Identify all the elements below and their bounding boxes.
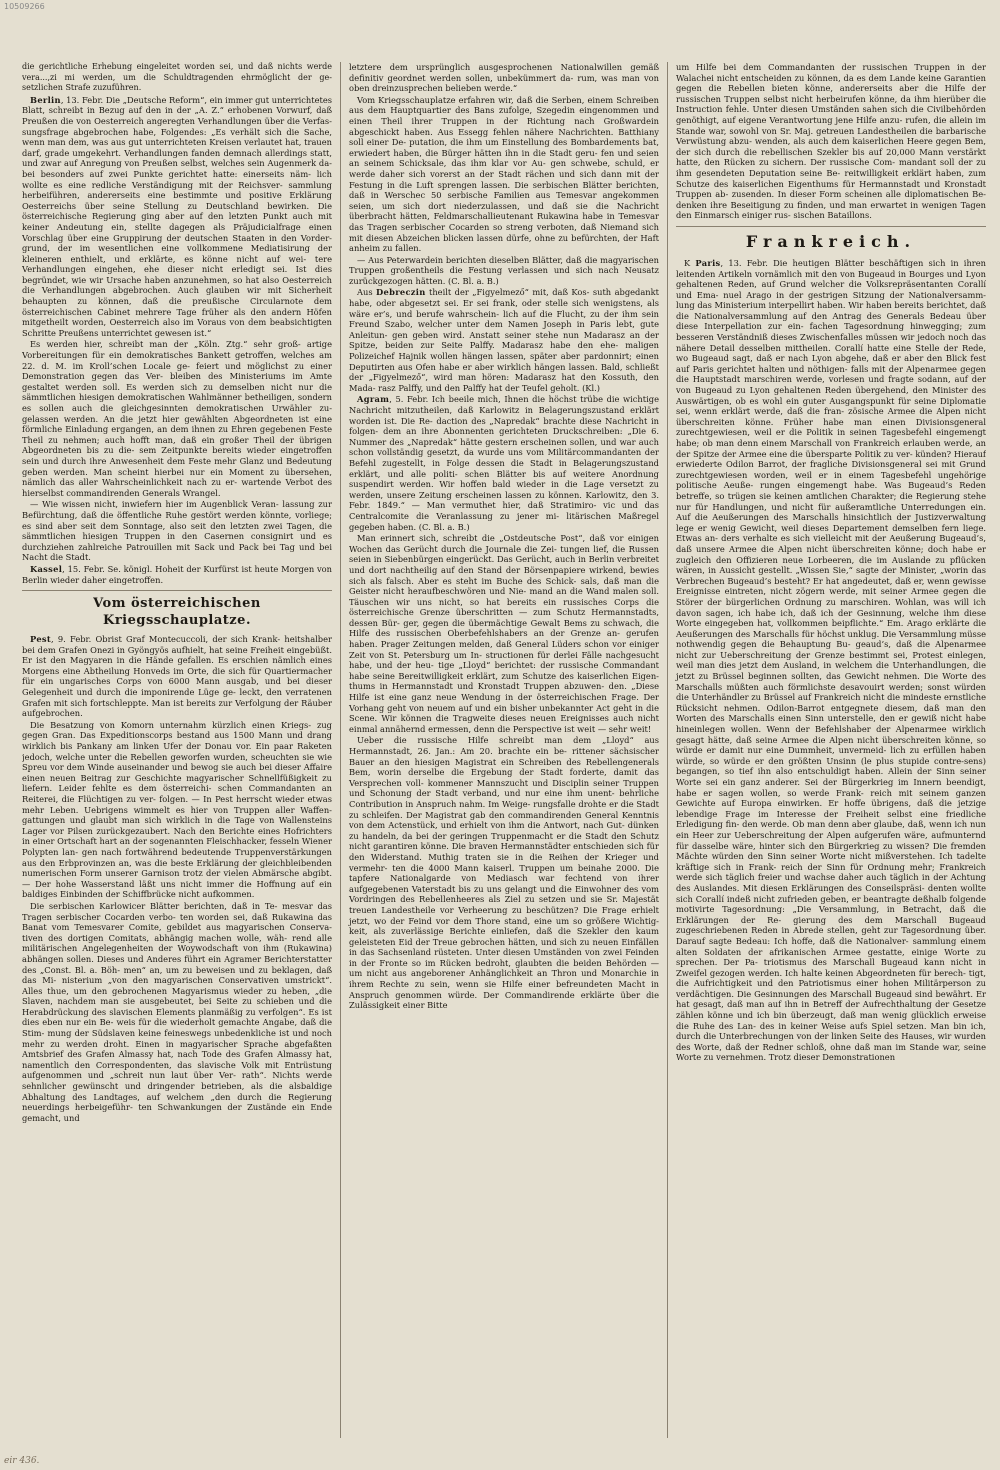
paragraph-text: theilt der „Figyelmező“ mit, daß Kos- suth abgedankt habe, oder abgesetzt sei. Er sei frank, oder stelle sich wenigstens, als wäre er’s, und berufe wahrschein- lich auf die Flucht, zu der ihm sein Freund Szabo, welcher unter dem Namen Joseph in Paris lebt, gute Anleitun- gen geben wird. Anstatt seiner stehe nun Madarasz an der Spitze, beiden zur Seite Palffy. Madarasz habe den ehe- maligen Polizeichef Hajnik wollen hängen lassen, später aber pardonnirt; einen Deputirten aus Ofen habe er aber wirklich hängen lassen. Bald, schließt der „Figyelmező“, wird man hören: Madarasz hat den Kossuth, den Mada- rasz Palffy, und den Palffy hat der Teufel geholt. (Kl.) [349, 287, 659, 393]
section-heading: Vom österreichischen Kriegsschauplatze. [22, 590, 332, 629]
paragraph-text: , 9. Febr. Obrist Graf Montecuccoli, der sich Krank- heitshalber bei dem Grafen Onezi in Gyöngyös aufhielt, hat seine Freiheit eingebüßt. Er ist den Magyaren in die Hände gefallen. Es erschien nämlich eines Morgens eine Abtheilung Honveds im Orte, die sich für Quartiermacher für ein ungarisches Corps von 6000 Mann ausgab, und bei dieser Gelegenheit und durch die imponirende Lüge ge- leckt, den verratenen Grafen mit sich fortschleppte. Man ist bereits zur Verfolgung der Räuber aufgebrochen. [22, 634, 332, 719]
section-heading: Frankreich. [676, 226, 986, 253]
column-1 [22, 62, 332, 1438]
paragraph: um Hilfe bei dem Commandanten der russischen Truppen in der Walachei nicht entscheiden zu können, da es dem Lande keine Garantien gegen die Rebellen bieten könne, andererseits aber die Hilfe der russischen Truppen selbst nicht herbeirufen könne, da ihm hierüber die Instruction fehle. Unter diesen Umständen sahen sich die Civilbehörden genöthigt, auf eigene Verantwortung jene Hilfe anzu- rufen, die allein im Stande war, sowohl von Sr. Maj. getreuen Landestheilen die barbarische Verwüstung abzu- wenden, als auch dem kaiserlichen Heere gegen Bem, der sich durch die rebellischen Szekler bis auf 20,000 Mann verstärkt hatte, den Rücken zu sichern. Der russische Com- mandant soll der zu ihm gesendeten Deputation seine Be- reitwilligkeit erklärt haben, zum Schutze des kaiserlichen Eigenthums für Hermannstadt und Kronstadt Truppen ab- zusenden. In dieser Form scheinen alle diplomatischen Be- denken ihre Beseitigung zu finden, und man erwartet in wenigen Tagen den Einmarsch einiger rus- sischen Bataillons. [676, 62, 986, 221]
paragraph: Die Besatzung von Komorn unternahm kürzlich einen Kriegs- zug gegen Gran. Das Expeditionscorps bestand aus 1500 Mann und drang wirklich bis Pankany am linken Ufer der Donau vor. Ein paar Raketen jedoch, welche unter die Rebellen geworfen wurden, scheuchten sie wie Spreu vor dem Winde auseinander und bewog sie auch bei dieser Affaire einen neuen Beitrag zur Geschichte magyarischer Schnellfüßigkeit zu liefern. Leider fehlte es dem österreichi- schen Commandanten an Reiterei, die Flüchtigen zu ver- folgen. — In Pest herrscht wieder etwas mehr Leben. Uebrigens wimmelt es hier von Truppen aller Waffen- gattungen und glaubt man sich wirklich in die Tage von Wallensteins Lager vor Pilsen zurückgezaubert. Nach den Berichte eines Hofrichters in einer Ortschaft hart an der sogenannten Fleischhacker, fesseln Wiener Polypten lan- gen nach fortwährend bedeutende Truppenverstärkungen aus den Erbprovinzen an, was die beste Erklärung der gleichbleibenden numerischen Form unserer Garnison trotz der vielen Abmärsche abgibt. — Der hohe Wasserstand läßt uns nicht immer die Hoffnung auf ein baldiges Einbinden der Schiffbrücke nicht aufkommen. [22, 719, 332, 900]
paragraph [22, 634, 332, 719]
paragraph: — Wie wissen nicht, inwiefern hier im Augenblick Veran- lassung zur Befürchtung, daß die öffentliche Ruhe gestört werden könnte, vorliege; es sind aber seit dem Sonntage, also seit den letzten zwei Tagen, die sämmtlichen hiesigen Truppen in den Casernen consignirt und es durchziehen zahlreiche Patrouillen mit Sack und Pack bei Tag und bei Nacht die Stadt. [22, 499, 332, 563]
dateline-place: Agram [357, 394, 390, 405]
paragraph: Es werden hier, schreibt man der „Köln. Ztg.“ sehr groß- artige Vorbereitungen für ein demokratisches Bankett getroffen, welches am 22. d. M. im Kroll’schen Locale ge- feiert und möglichst zu einer Demonstration gegen das Ver- bleiben des Ministeriums im Amte gestaltet werden soll. Es werden sich zu demselben nicht nur die sämmtlichen hiesigen demokratischen Wahlmänner betheiligen, sondern es sollen auch die gleichgesinnten demokratischen Urwähler zu- gelassen werden. An die jetzt hier gewählten Abgeordneten ist eine förmliche Einladung ergangen, an dem ihnen zu Ehren gegebenen Feste Theil zu nehmen; auch hofft man, daß ein großer Theil der übrigen Abgeordneten bis zu die- sem Zeitpunkte bereits wieder eingetroffen sein und durch ihre Anwesenheit dem Feste mehr Glanz und Bedeutung geben werden. Man scheint hierbei nur ein Moment zu übersehen, nämlich das aller Wahrscheinlichkeit nach zu er- wartende Verbot des hierselbst commandirenden Generals Wrangel. [22, 339, 332, 498]
dateline-place: Paris [695, 257, 721, 268]
paragraph-text: , 13. Febr. Die „Deutsche Reform“, ein immer gut unterrichtetes Blatt, schreibt in Bezug auf den in der „A. Z.“ erhobenen Vorwurf, daß Preußen die von Oesterreich angeregten Verhandlungen über die Verfas- sungsfrage abgebrochen habe, Folgendes: „Es verhält sich die Sache, wenn man dem, was aus gut unterrichteten Kreisen verlautet hat, trauen darf, grade umgekehrt. Verhandlungen fanden demnach allerdings statt, und zwar auf Anregung von Preußen selbst, welches sein Augenmerk da- bei besonders auf zwei Punkte gerichtet hatte: einerseits näm- lich wollte es eine redliche Verständigung mit der Reichsver- sammlung herbeiführen, andererseits eine bestimmte und positive Erklärung Oesterreichs über seine Stellung zu Deutschland bewirken. Die österreichische Regierung ging aber auf den letzten Punkt auch mit keiner Andeutung ein, stellte dagegen als Präjudicialfrage einen Vorschlag über eine Gruppirung der deutschen Staaten in den Vorder- grund, der im wesentlichen eine vollkommene Mediatisirung der kleineren enthielt, und erklärte, es könne nicht auf wei- tere Verhandlungen eingehen, ehe dieser nicht erledigt sei. Ist dies begründet, wie wir Ursache haben anzunehmen, so hat also Oesterreich die Verhandlungen abgebrochen. Auch glauben wir mit Sicherheit behaupten zu können, daß die preußische Circularnote dem österreichischen Cabinet mehrere Tage früher als den andern Höfen mitgetheilt worden, Oesterreich also im Voraus von dem beabsichtigten Schritte Preußens unterrichtet gewesen ist.“ [22, 94, 332, 338]
paragraph [676, 258, 986, 1063]
dateline-place: Pest [30, 634, 51, 645]
paragraph: Aus Debreczin theilt der „Figyelmező“ mit, daß Kos- suth abgedankt habe, oder abgesetzt sei. Er sei frank, oder stelle sich wenigstens, als wäre er’s, und berufe wahrschein- lich auf die Flucht, zu der ihm sein Freund Szabo, welcher unter dem Namen Joseph in Paris lebt, gute Anleitun- gen geben wird. Anstatt seiner stehe nun Madarasz an der Spitze, beiden zur Seite Palffy. Madarasz habe den ehe- maligen Polizeichef Hajnik wollen hängen lassen, später aber pardonnirt; einen Deputirten aus Ofen habe er aber wirklich hängen lassen. Bald, schließt der „Figyelmező“, wird man hören: Madarasz hat den Kossuth, den Mada- rasz Palffy, und den Palffy hat der Teufel geholt. (Kl.) [349, 287, 659, 393]
paragraph: — Aus Peterwardein berichten dieselben Blätter, daß die magyarischen Truppen großentheils die Festung verlassen und sich nach Neusatz zurückgezogen hätten. (C. Bl. a. B.) [349, 254, 659, 286]
author-mark: K [684, 257, 691, 268]
column-2 [340, 62, 659, 1438]
dateline-place: Berlin [30, 94, 61, 105]
paragraph-text: , 13. Febr. Die heutigen Blätter beschäftigen sich in ihren leitenden Artikeln vornämlich mit den von Bugeaud in Bourges und Lyon gehaltenen Reden, auf Grund welcher die Volksrepräsentanten Corallí und Ema- nuel Arago in der gestrigen Sitzung der Nationalversamm- lung das Ministerium interpellirt haben. Wir haben bereits berichtet, daß die Nationalversammlung auf den Antrag des Generals Bedeau über diese Interpellation zur ein- fachen Tagesordnung hinwegging; zum besseren Verständniß dieses Zwischenfalles müssen wir jedoch noch das nähere Detail desselben mittheilen. Corallí hatte eine Stelle der Rede, wo Bugeaud sagt, daß er nach Lyon abgehe, daß er aber den Blick fest auf Paris gerichtet halten und nöthigen- falls mit der Alpenarmee gegen die Hauptstadt marschiren werde, vorlesen und fragte sodann, auf der von Bugeaud zu Lyon gehaltenen Reden übergehend, den Minister des Auswärtigen, ob es wohl ein guter Ausgangspunkt für seine Diplomatie sei, wenn erklärt werde, daß die fran- zösische Armee die Alpen nicht überschreiten könne. Früher habe man einen Divisionsgeneral zurechtgewiesen, weil er die Politik in seinen Tagesbefehl eingemengt habe; ob man denn einem Marschall von Frankreich erlauben werde, an der Spitze der Armee eine die übersparte Politik zu ver- künden? Hierauf erwiederte Odilon Barrot, der fragliche Divisionsgeneral sei mit Grund zurechtgewiesen worden, weil er in einem Tagesbefehl ungehörige politische Aeuße- rungen eingemengt habe. Was Bugeaud’s Reden betreffe, so trügen sie keinen amtlichen Charakter; die Regierung stehe nur für Handlungen, und nicht für außeramtliche Unterredungen ein. Auf die Aeußerungen des Marschalls hinsichtlich der Justizverwaltung lege er wenig Gewicht, weil dieses Departement demselben fern liege. Etwas an- ders verhalte es sich vielleicht mit der Aeußerung Bugeaud’s, daß unsere Armee die Alpen nicht überschreiten könne; doch habe er zugleich den Offizieren neue Lorbeeren, die im Auslande zu pflücken wären, in Aussicht gestellt. „Wissen Sie,“ sagte der Minister, „worin das Verbrechen Bugeaud’s besteht? Er hat angedeutet, daß er, wenn gewisse Ereignisse eintreten, nicht zögern werde, mit seiner Armee gegen die Störer der bürgerlichen Ordnung zu marschiren. Wohlan, was will ich davon sagen, ich habe ich, daß ich der Gesinnung, welche ihm diese Worte eingegeben hat, vollkommen beipflichte.“ Em. Arago erklärte die Aeußerungen des Marschalls für höchst unklug. Die Versammlung müsse nothwendig gegen die Behauptung Bu- geaud’s, daß die Alpenarmee nicht zur Ueberschreitung der Grenze bestimmt sei, Protest einlegen, weil man dies jetzt dem Ausland, in welchem die Unterhandlungen, die jetzt zu Brüssel beginnen sollten, das Gewicht nehmen. Die Worte des Marschalls müßten auch förmlichste desavouirt werden; sonst würden die Unterhändler zu Brüssel auf Frankreich nicht die mindeste ernstliche Rücksicht nehmen. Odilon-Barrot entgegnete diesem, daß man den Worten des Marschalls einen Sinn unterstelle, den er gewiß nicht habe hineinlegen wollen. Wenn der Befehlshaber der Alpenarmee wirklich gesagt hätte, daß seine Armee die Alpen nicht überschreiten könne, so würde er damit nur eine Dummheit, unvermeid- lich zu erfüllen haben würde, so würde er den größten Unsinn (le plus stupide contre-sens) begangen, so tief ihn also entschuldigt haben. Allein der Sinn seiner Worte sei ein ganz anderer. Sei der Bürgerkrieg im Innern beendigt, habe er sagen wollen, so werde Frank- reich mit seinem ganzen Gewichte auf Europa einwirken. Er hoffe übrigens, daß die jetzige lebendige Frage im Interesse der Freiheit selbst eine friedliche Erledigung fin- den werde. Ob man denn aber glaube, daß, wenn ich nun ein Heer zur Ueberschreitung der Alpen aufgerufen wäre, aufmunternd für dasselbe wäre, hinter sich den Bürgerkrieg zu wissen? Die fremden Mächte würden den Sinn seiner Worte nicht mißverstehen. Ich tadelte kräftige sich in Frank- reich der Sinn für Ordnung mehr; Frankreich werde sich täglich freier und wachse daher auch täglich in der Achtung des Auslandes. Mit diesen Erklärungen des Conseilspräsi- denten wollte sich Corallí indeß nicht zufrieden geben, er beantragte deßhalb folgende motivirte Tagesordnung: „Die Versammlung, in Betracht, daß die Erklärungen der Re- gierung des dem Marschall Bugeaud zugeschriebenen Reden in Abrede stellen, geht zur Tagesordnung über. Darauf sagte Bedeau: Ich hoffe, daß die Nationalver- sammlung einem alten Soldaten der afrikanischen Armee gestatte, einige Worte zu sprechen. Der Pa- triotismus des Marschall Bugeaud kann nicht in Zweifel gezogen werden. Ich halte keinen Abgeordneten für berech- tigt, die Aufrichtigkeit und den Patriotismus einer hohen Militärperson zu verdächtigen. Die Gesinnungen des Marschall Bugeaud sind bewährt. Er hat gesagt, daß man auf ihn in Betreff der Aufrechthaltung der Gesetze zählen könne und ich bin überzeugt, daß man wenig glücklich erweise die Ruhe des Lan- des in keiner Weise aufs Spiel setzen. Man bin ich, durch die Unterbrechungen von der linken Seite des Hauses, wir wurden des Worte, daß der Redner schloß, ohne daß man im Stande war, seine Worte zu vernehmen. Trotz dieser Demonstrationen [676, 257, 986, 1063]
paragraph [349, 394, 659, 532]
margin-note: eir 436. [4, 1456, 40, 1466]
columns [22, 62, 986, 1438]
paragraph: letztere dem ursprünglich ausgesprochenen Nationalwillen gemäß definitiv geordnet werden sollen, unbekümmert da- rum, was man von oben dreinzusprechen belieben werde.“ [349, 62, 659, 94]
paragraph [22, 95, 332, 339]
dateline-place: Debreczin [376, 287, 426, 298]
dateline-place: Kassel [30, 563, 63, 574]
column-3 [667, 62, 986, 1438]
paragraph-text: , 15. Febr. Se. königl. Hoheit der Kurfürst ist heute Morgen von Berlin wieder daher eingetroffen. [22, 563, 332, 585]
archive-id: 10509266 [4, 2, 45, 11]
paragraph: die gerichtliche Erhebung eingeleitet worden sei, und daß nichts werde vera...,zi mi werden, um die Schuldtragenden ehrmöglicht der ge- setzlichen Strafe zuzuführen. [22, 62, 332, 93]
paragraph: Vom Kriegsschauplatze erfahren wir, daß die Serben, einem Schreiben aus dem Hauptquartier des Bans zufolge, Szegedin eingenommen und einen Theil ihrer Truppen in der Richtung nach Großwardein abgeschickt haben. Aus Essegg fehlen nähere Nachrichten. Batthiany soll einer De- putation, die ihm um Einstellung des Bombardements bat, erwiedert haben, die Bürger hätten ihn in die Stadt geru- fen und seien an seinem Schicksale, das ihm klar vor Au- gen schwebe, schuld, er werde daher sich vorerst an der Stadt rächen und sich dann mit der Festung in die Luft sprengen lassen. Die serbischen Blätter berichten, daß in Werschec 50 serbische Familien aus Temesvar angekommen seien, um sich dort niederzulassen, und daß sie die Nachricht überbracht hätten, Feldmarschallieutenant Rukawina habe in Temesvar das Tragen serbischer Cocarden so streng verboten, daß Niemand sich mit diesen Abzeichen blicken lassen dürfe, ohne zu befürchten, der Haft anheim zu fallen. [349, 94, 659, 254]
paragraph: Die serbischen Karlowicer Blätter berichten, daß in Te- mesvar das Tragen serbischer Cocarden verbo- ten worden sei, daß Rukawina das Banat vom Temesvarer Comite, gebildet aus magyarischen Conserva- tiven des dortigen Comitats, abhängig machen wolle, wäh- rend alle militärischen Angelegenheiten der Woywodschaft von ihm (Rukawina) abhängen sollen. Dieses und Anderes führt ein Agramer Berichterstatter des „Const. Bl. a. Böh- men“ an, um zu beweisen und zu beklagen, daß das Mi- nisterium „von den magyarischen Conservativen umstrickt“. Alles thue, um den gebrochenen Magyarismus wieder zu heben, „die Slaven, nachdem man sie ausgebeutet, bei Seite zu schieben und die Herabdrückung des slavischen Elements planmäßig zu verfolgen“. Es ist dies eben nur ein Be- weis für die wiederholt gemachte Angabe, daß die Stim- mung der Südslaven keine feineswegs unbedenkliche ist und noch mehr zu werden droht. Einen in magyarischer Sprache abgefaßten Amtsbrief des Grafen Almassy hat, nach Tode des Grafen Almassy hat, namentlich den Correspondenten, das slavische Volk mit Entrüstung aufgenommen und „schreit nun laut über Ver- rath“. Nichts werde sehnlicher gewünscht und dringender betrieben, als die alsbaldige Abhaltung des Landtages, auf welchem „den durch die Regierung neuerdings herbeigeführ- ten Schwankungen der Zustände ein Ende gemacht, und [22, 900, 332, 1123]
paragraph [22, 564, 332, 585]
paragraph: Ueber die russische Hilfe schreibt man dem „Lloyd“ aus Hermannstadt, 26. Jan.: Am 20. brachte ein be- rittener sächsischer Bauer an den hiesigen Magistrat ein Schreiben des Rebellengenerals Bem, worin derselbe die Ergebung der Stadt forderte, damit das Versprechen voll- kommener Mannszucht und Disciplin seiner Truppen und Schonung der Stadt verband, und nur eine ihm unent- behrliche Contribution in Anspruch nahm. Im Weige- rungsfalle drohte er die Stadt zu schleifen. Der Magistrat gab den commandirenden General Kenntnis von dem Actenstück, und erhielt von ihm die Antwort, nach Gut- dünken zu handeln, da bei der geringen Truppenmacht er die Stadt den Schutz nicht garantiren könne. Die braven Hermannstädter entschieden sich für den Widerstand. Muthig traten sie in die Reihen der Krieger und vermehr- ten die 4000 Mann kaiserl. Truppen um beinahe 2000. Die tapfere Nationalgarde von Mediasch war fechtend von ihrer aufgegebenen Vaterstadt bis zu uns gelangt und die Einwohner des vom Vordringen des Rebellenheeres als Ziel zu setzen und sie Sr. Majestät treuen Landestheile vor Verheerung zu beschützen? Die Frage erhielt jetzt, wo der Feind vor dem Thore stand, eine um so größere Wichtig- keit, als zuverlässige Berichte einliefen, daß die Szekler den kaum geleisteten Eid der Treue gebrochen hätten, und sich zu neuen Einfällen in das Sachsenland rüsteten. Unter diesen Umständen von zwei Feinden in der Fronte so im Rücken bedroht, glaubten die beiden Behörden — um nicht aus angeborener Anhänglichkeit an Thron und Monarchie in ihrem Rechte zu sein, wenn sie Hilfe einer befreundeten Macht in Anspruch genommen würde. Der Commandirende erklärte über die Zulässigkeit einer Bitte [349, 735, 659, 1011]
paragraph-text: , 5. Febr. Ich beeile mich, Ihnen die höchst trübe die wichtige Nachricht mitzutheilen, daß Karlowitz in Belagerungszustand erklärt worden ist. Die Re- daction des „Napredak“ brachte diese Nachricht in folgen- dem an ihre Abonnenten gerichteten Druckschreiben: „Die 6. Nummer des „Napredak“ hätte gestern erscheinen sollen, und war auch schon vollständig gesetzt, da wurde uns vom Militärcommandanten der Befehl zugestellt, in Folge dessen die Stadt in Belagerungszustand erklärt, und alle politi- schen Blätter bis auf weitere Anordnung suspendirt werden. Wir hoffen bald wieder in die Lage versetzt zu werden, unsere Zeitung erscheinen lassen zu können. Karlowitz, den 3. Febr. 1849.“ — Man vermuthet hier, daß Stratimiro- vic und das Centralcomite die Veranlassung zu jener mi- litärischen Maßregel gegeben haben. (C. Bl. a. B.) [349, 394, 659, 532]
paragraph: Man erinnert sich, schreibt die „Ostdeutsche Post“, daß vor einigen Wochen das Gerücht durch die Journale die Zei- tungen lief, die Russen seien in Siebenbürgen eingerückt. Das Gerücht, auch in Berlin verbreitet und dort nachtheilig auf den Stand der Börsenpapiere wirkend, bewies sich als falsch. Aber es steht im Buche des Schick- sals, daß man die Geister nicht heraufbeschwören und Nie- mand an die Wand malen soll. Täuschen wir uns nicht, so hat bereits ein russisches Corps die österreichische Grenze überschritten — zum Schutz Hermannstadts, dessen Bür- ger, gegen die übermächtige Gewalt Bems zu schwach, die Hilfe des russischen Oberbefehlshabers an der Grenze an- gerufen haben. Prager Zeitungen melden, daß General Lüders schon vor einiger Zeit von St. Petersburg um In- structionen für derlei Fälle nachgesucht habe, und der heu- tige „Lloyd“ berichtet: der russische Commandant habe seine Bereitwilligkeit erklärt, zum Schutze des kaiserlichen Eigen- thums in Hermannstadt und Kronstadt Truppen abzuwen- den. „Diese Hilfe ist eine ganz neue Wendung in der österreichischen Frage. Der Vorhang geht von neuem auf und ein bisher unbekannter Act geht in die Scene. Wir können die Tragweite dieses neuen Ereignisses auch nicht einmal annähernd ermessen, denn die Perspective ist weit — sehr weit! [349, 533, 659, 734]
